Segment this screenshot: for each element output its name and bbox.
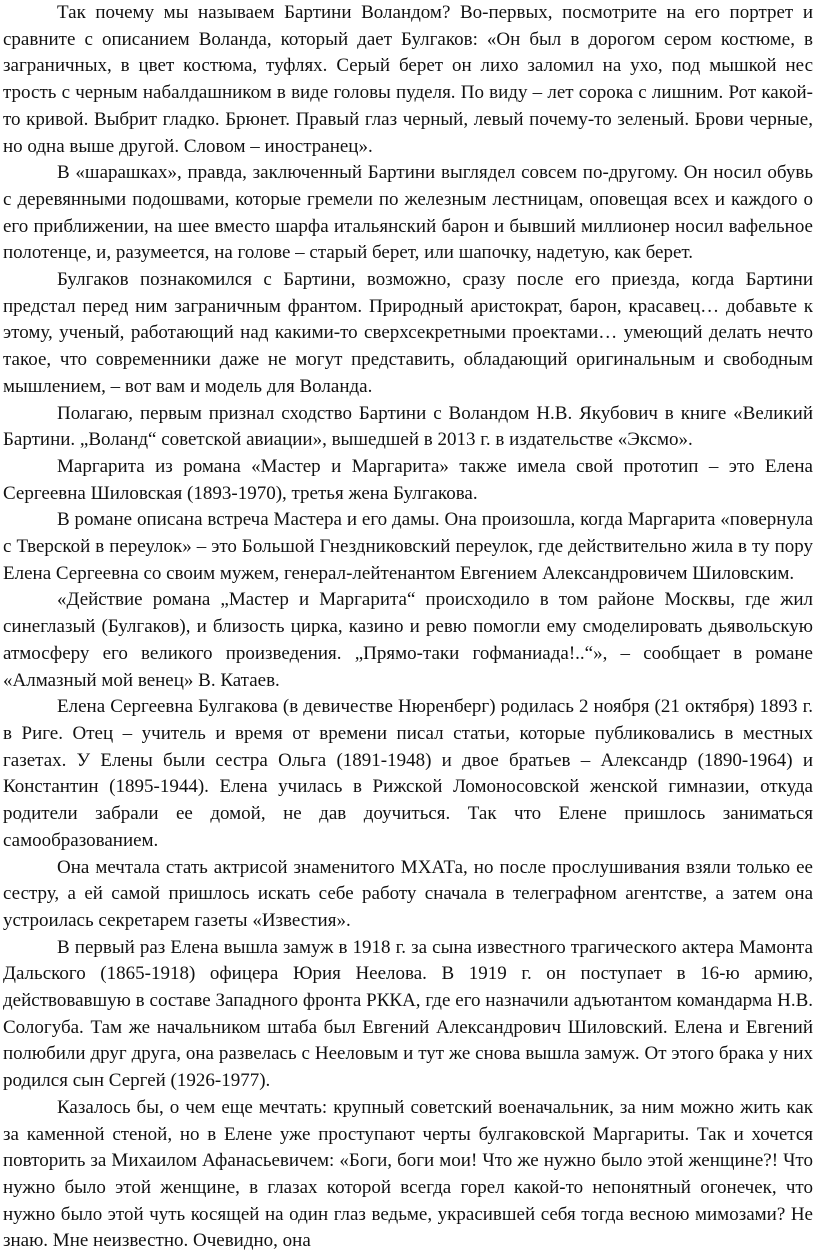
paragraph-bartini-portrait: Так почему мы называем Бартини Воландом? Во-первых, посмотрите на его портрет и сравните с описанием Воланда, который дает Булгаков: «Он был в дорогом сером костюме, в заграничных, в цвет костюма, туфлях. Серый берет он лихо заломил на ухо, под мышкой нес трость с черным набалдашником в виде головы пуделя. По виду – лет сорока с лишним. Рот какой-то кривой. Выбрит гладко. Брюнет. Правый глаз черный, левый почему-то зеленый. Брови черные, но одна выше другой. Словом – иностранец». [3, 2, 813, 157]
paragraph-elena-mhat: Она мечтала стать актрисой знаменитого МХАТа, но после прослушивания взяли только ее сестру, а ей самой пришлось искать себе работу сначала в телеграфном агентстве, а затем она устроилась секретарем газеты «Известия». [3, 856, 813, 931]
paragraph-yakubovich-book: Полагаю, первым признал сходство Бартини с Воландом Н.В. Якубович в книге «Великий Бартини. „Воланд“ советской авиации», вышедшей в 2013 г. в издательстве «Эксмо». [3, 402, 813, 451]
paragraph-margarita-traits: Казалось бы, о чем еще мечтать: крупный советский военачальник, за ним можно жить как за каменной стеной, но в Елене уже проступают черты булгаковской Маргариты. Так и хочется повторить за Михаилом Афанасьевичем: «Боги, боги мои! Что же нужно было этой женщине?! Что нужно было этой женщине, в глазах которой всегда горел какой-то непонятный огонечек, что нужно было этой чуть косящей на один глаз ведьме, украсившей себя тогда весною мимозами? Не знаю. Мне неизвестно. Очевидно, она [3, 1096, 813, 1252]
paragraph-margarita-prototype: Маргарита из романа «Мастер и Маргарита» также имела свой прототип – это Елена Сергеевна Шиловская (1893-1970), третья жена Булгакова. [3, 455, 813, 504]
paragraph-sharashka: В «шарашках», правда, заключенный Бартини выглядел совсем по-другому. Он носил обувь с деревянными подошвами, которые гремели по железным лестницам, оповещая всех и каждого о его приближении, на шее вместо шарфа итальянский барон и бывший миллионер носил вафельное полотенце, и, разумеется, на голове – старый берет, или шапочку, надетую, как берет. [3, 162, 813, 264]
paragraph-first-marriage: В первый раз Елена вышла замуж в 1918 г. за сына известного трагического актера Мамонта Дальского (1865-1918) офицера Юрия Неелова. В 1919 г. он поступает в 16-ю армию, действовавшую в составе Западного фронта РККА, где его назначили адъютантом командарма Н.В. Сологуба. Там же начальником штаба был Евгений Александрович Шиловский. Елена и Евгений полюбили друг друга, она развелась с Нееловым и тут же снова вышла замуж. От этого брака у них родился сын Сергей (1926-1977). [3, 936, 813, 1092]
paragraph-elena-biography: Елена Сергеевна Булгакова (в девичестве Нюренберг) родилась 2 ноября (21 октября) 1893 г. в Риге. Отец – учитель и время от времени писал статьи, которые публиковались в местных газетах. У Елены были сестра Ольга (1891-1948) и двое братьев – Александр (1890-1964) и Константин (1895-1944). Елена училась в Рижской Ломоносовской женской гимназии, откуда родители забрали ее домой, не дав доучиться. Так что Елене пришлось заниматься самообразованием. [3, 696, 813, 851]
paragraph-meeting-scene: В романе описана встреча Мастера и его дамы. Она произошла, когда Маргарита «повернула с Тверской в переулок» – это Большой Гнездниковский переулок, где действительно жила в ту пору Елена Сергеевна со своим мужем, генерал-лейтенантом Евгением Александровичем Шиловским. [3, 509, 813, 584]
paragraph-bulgakov-meeting: Булгаков познакомился с Бартини, возможно, сразу после его приезда, когда Бартини предстал перед ним заграничным франтом. Природный аристократ, барон, красавец… добавьте к этому, ученый, работающий над какими-то сверхсекретными проектами… умеющий делать нечто такое, что современники даже не могут представить, обладающий оригинальным и свободным мышлением, – вот вам и модель для Воланда. [3, 269, 813, 397]
paragraph-kataev-quote: «Действие романа „Мастер и Маргарита“ происходило в том районе Москвы, где жил синеглазый (Булгаков), и близость цирка, казино и ревю помогли ему смоделировать дьявольскую атмосферу его великого произведения. „Прямо-таки гофманиада!..“», – сообщает в романе «Алмазный мой венец» В. Катаев. [3, 589, 813, 691]
